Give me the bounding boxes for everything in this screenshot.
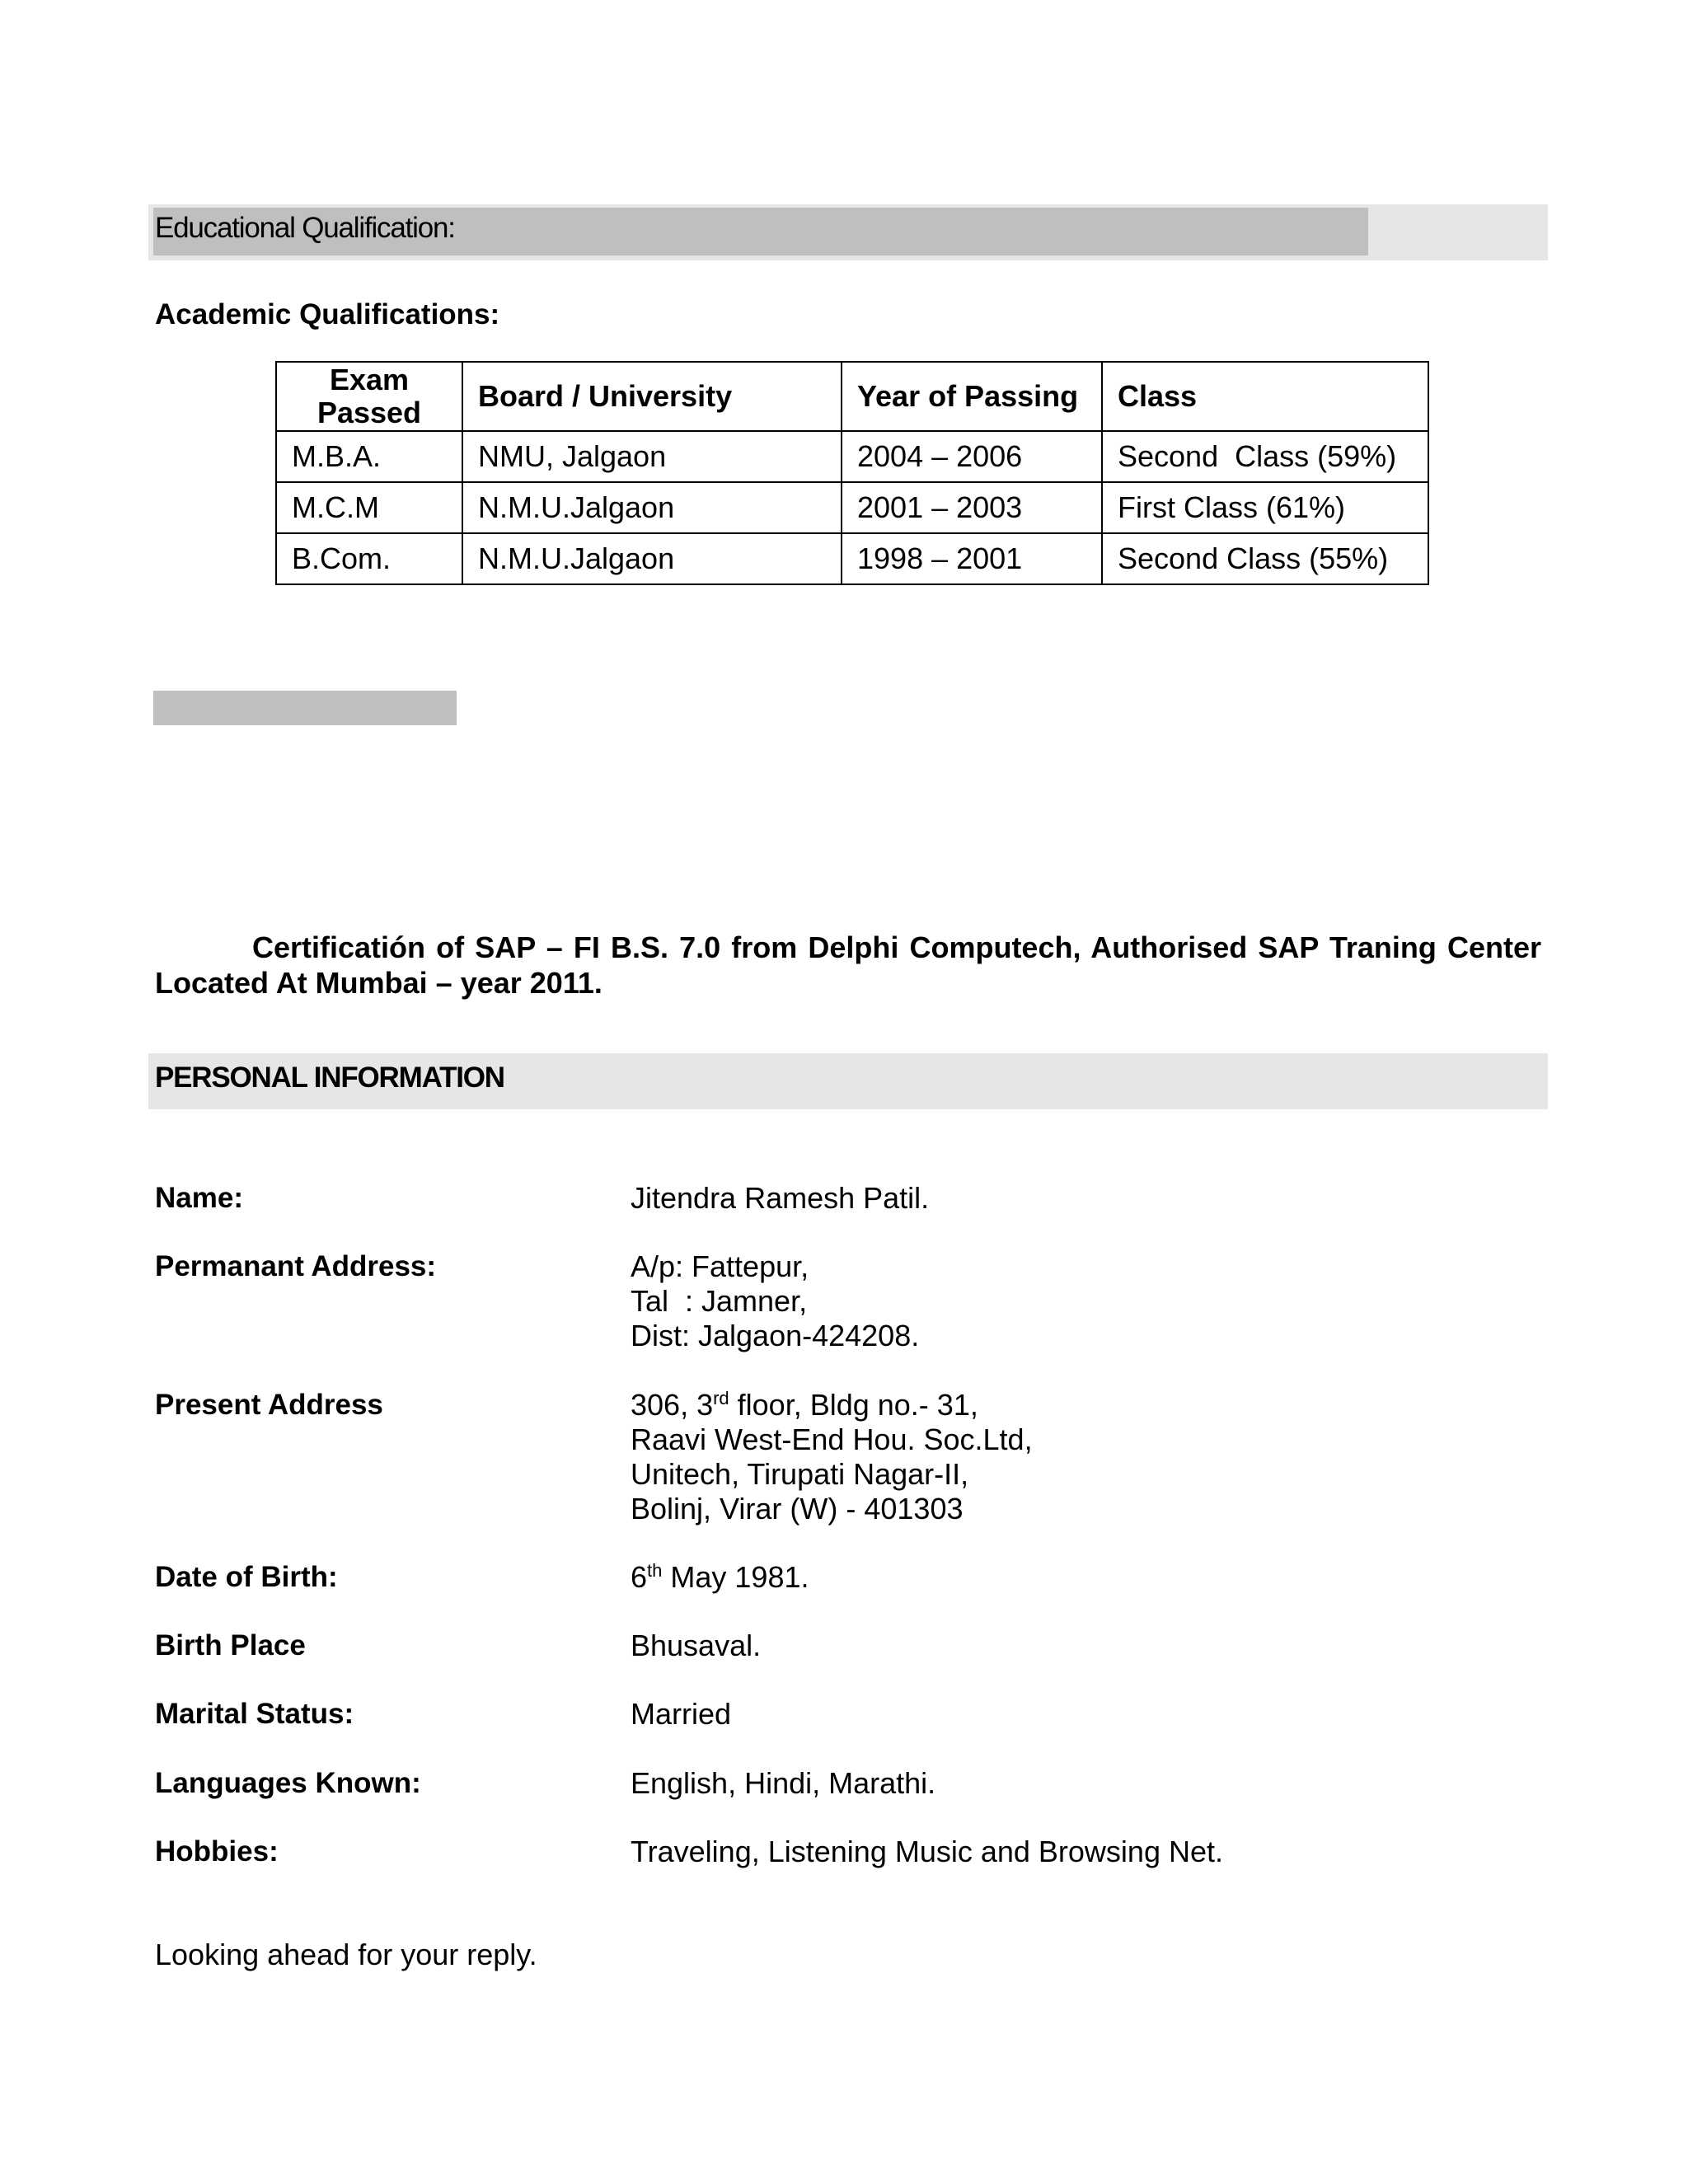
name-value: Jitendra Ramesh Patil. xyxy=(631,1181,930,1215)
qualifications-table xyxy=(275,361,1429,585)
personal-information-header: PERSONAL INFORMATION xyxy=(155,1062,504,1094)
exam-cell: B.Com. xyxy=(276,533,462,584)
permanent-address-line: Tal : Jamner, xyxy=(631,1284,808,1318)
dob-label: Date of Birth: xyxy=(155,1561,338,1593)
address-number: 306, 3 xyxy=(631,1388,714,1422)
exam-cell: M.B.A. xyxy=(276,431,462,482)
year-cell: 1998 – 2001 xyxy=(842,533,1102,584)
marital-status-label: Marital Status: xyxy=(155,1698,354,1730)
header-year-of-passing: Year of Passing xyxy=(842,362,1102,431)
dob-value xyxy=(631,1560,809,1595)
address-rest: floor, Bldg no.- 31, xyxy=(729,1388,978,1422)
exam-cell: M.C.M xyxy=(276,482,462,533)
university-cell: N.M.U.Jalgaon xyxy=(462,533,842,584)
section-placeholder-bar xyxy=(153,691,457,725)
hobbies-value: Traveling, Listening Music and Browsing Net. xyxy=(631,1835,1223,1868)
class-cell: Second Class (59%) xyxy=(1102,431,1428,482)
table-row xyxy=(276,482,1428,533)
hobbies-label: Hobbies: xyxy=(155,1835,279,1868)
dob-ordinal: th xyxy=(647,1560,663,1581)
marital-status-value: Married xyxy=(631,1697,732,1731)
name-label: Name: xyxy=(155,1182,243,1214)
present-address-value xyxy=(631,1388,1033,1526)
permanent-address-label: Permanant Address: xyxy=(155,1250,437,1282)
languages-value: English, Hindi, Marathi. xyxy=(631,1766,936,1800)
birth-place-value: Bhusaval. xyxy=(631,1629,762,1662)
university-cell: NMU, Jalgaon xyxy=(462,431,842,482)
header-exam-passed: Exam Passed xyxy=(276,362,462,431)
dob-rest: May 1981. xyxy=(662,1560,809,1594)
present-address-label: Present Address xyxy=(155,1389,383,1421)
table-header-row xyxy=(276,362,1428,431)
university-cell: N.M.U.Jalgaon xyxy=(462,482,842,533)
certification-text: Certificatión of SAP – FI B.S. 7.0 from Delphi Computech, Authorised SAP Traning Center Located At Mumbai – year 2011. xyxy=(155,930,1541,1000)
education-header: Educational Qualification: xyxy=(155,212,455,244)
birth-place-label: Birth Place xyxy=(155,1629,306,1661)
present-address-line: Bolinj, Virar (W) - 401303 xyxy=(631,1492,964,1526)
table-row xyxy=(276,431,1428,482)
present-address-line: Raavi West-End Hou. Soc.Ltd, xyxy=(631,1422,1033,1456)
year-cell: 2001 – 2003 xyxy=(842,482,1102,533)
permanent-address-line: A/p: Fattepur, xyxy=(631,1249,809,1283)
class-cell: Second Class (55%) xyxy=(1102,533,1428,584)
year-cell: 2004 – 2006 xyxy=(842,431,1102,482)
dob-day: 6 xyxy=(631,1560,648,1594)
class-cell: First Class (61%) xyxy=(1102,482,1428,533)
present-address-line: Unitech, Tirupati Nagar-II, xyxy=(631,1457,969,1491)
ordinal-suffix: rd xyxy=(713,1388,729,1408)
permanent-address-line: Dist: Jalgaon-424208. xyxy=(631,1319,920,1352)
present-address-line xyxy=(631,1388,1033,1422)
table-row xyxy=(276,533,1428,584)
header-board-university: Board / University xyxy=(462,362,842,431)
closing-line: Looking ahead for your reply. xyxy=(155,1938,537,1971)
permanent-address-value xyxy=(631,1249,919,1353)
academic-qualifications-title: Academic Qualifications: xyxy=(155,298,500,330)
languages-label: Languages Known: xyxy=(155,1767,421,1799)
header-class: Class xyxy=(1102,362,1428,431)
